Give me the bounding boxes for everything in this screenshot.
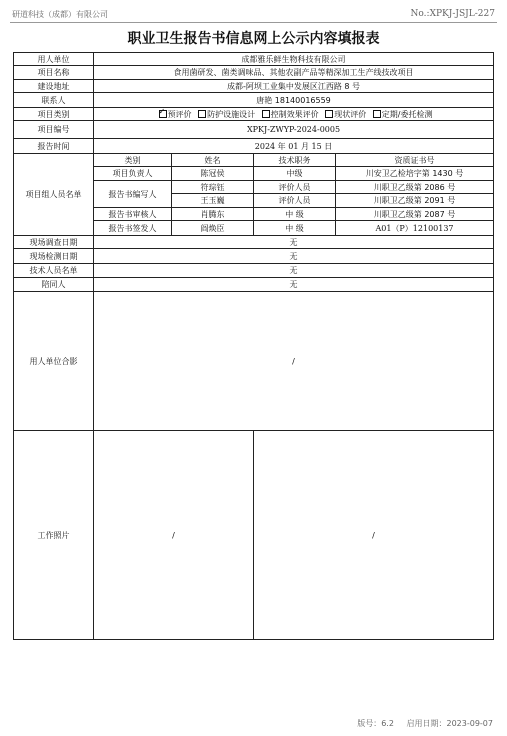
company-header: 研道科技（成都）有限公司	[12, 10, 108, 19]
member-title: 中 级	[254, 208, 336, 221]
checkbox-status-evaluation[interactable]	[325, 110, 333, 118]
category-option: 防护设施设计	[207, 109, 256, 119]
checkbox-pre-evaluation[interactable]	[159, 110, 167, 118]
project-name-row	[14, 66, 494, 80]
member-role: 报告书审核人	[94, 208, 172, 221]
report-time-label: 报告时间	[14, 139, 94, 154]
checkbox-protection-design[interactable]	[198, 110, 206, 118]
category-label: 项目类别	[14, 108, 94, 121]
address-label: 建设地址	[14, 80, 94, 93]
group-photo-row	[14, 292, 494, 431]
members-header-row	[14, 154, 494, 167]
header-divider	[10, 22, 497, 23]
employer-row	[14, 53, 494, 66]
project-name-value: 食用菌研发、菌类调味品、其他农副产品等精深加工生产线技改项目	[94, 66, 494, 80]
category-option: 定期/委托检测	[381, 109, 433, 119]
member-name: 陈冠侯	[172, 167, 254, 181]
member-title: 评价人员	[254, 181, 336, 194]
page-footer	[347, 718, 493, 729]
category-option: 控制效果评价	[270, 109, 319, 119]
employer-value: 成都雅乐鲜生物科技有限公司	[94, 53, 494, 66]
report-time-row	[14, 139, 494, 154]
project-name-label: 项目名称	[14, 66, 94, 80]
member-name: 阎焕臣	[172, 221, 254, 236]
category-options	[94, 108, 494, 121]
tech-staff-row	[14, 264, 494, 278]
work-photo-right: /	[254, 431, 494, 640]
checkbox-periodic-testing[interactable]	[373, 110, 381, 118]
survey-date-label: 现场调查日期	[14, 236, 94, 249]
report-time-value: 2024 年 01 月 15 日	[94, 139, 494, 154]
column-header: 姓名	[172, 154, 254, 167]
document-number: No.:XPKJ-JSJL-227	[410, 9, 495, 19]
escort-value: 无	[94, 278, 494, 292]
work-photo-row	[14, 431, 494, 640]
member-title: 中级	[254, 167, 336, 181]
disclosure-form	[13, 52, 494, 640]
escort-label: 陪同人	[14, 278, 94, 292]
contact-row	[14, 93, 494, 108]
group-photo-area: /	[94, 292, 494, 431]
survey-date-row	[14, 236, 494, 249]
member-role: 项目负责人	[94, 167, 172, 181]
project-no-label: 项目编号	[14, 121, 94, 139]
column-header: 类别	[94, 154, 172, 167]
category-row	[14, 108, 494, 121]
member-name: 肖腾东	[172, 208, 254, 221]
member-title: 中 级	[254, 221, 336, 236]
member-cert: 川职卫乙级第 2086 号	[336, 181, 494, 194]
member-name: 符琮钰	[172, 181, 254, 194]
address-value: 成都-阿坝工业集中发展区江西路 8 号	[94, 80, 494, 93]
member-role: 报告书编写人	[94, 181, 172, 208]
group-photo-label: 用人单位合影	[14, 292, 94, 431]
survey-date-value: 无	[94, 236, 494, 249]
member-cert: 川职卫乙级第 2091 号	[336, 194, 494, 208]
address-row	[14, 80, 494, 93]
member-cert: A01（P）12100137	[336, 221, 494, 236]
sampling-date-row	[14, 249, 494, 264]
category-option: 现状评价	[334, 109, 367, 119]
member-role: 报告书签发人	[94, 221, 172, 236]
checkbox-control-effect[interactable]	[262, 110, 270, 118]
employer-label: 用人单位	[14, 53, 94, 66]
escort-row	[14, 278, 494, 292]
category-option: 预评价	[167, 109, 192, 119]
column-header: 技术职务	[254, 154, 336, 167]
version-text: 版号：6.2	[357, 719, 394, 728]
project-no-value: XPKJ-ZWYP-2024-0005	[94, 121, 494, 139]
sampling-date-label: 现场检测日期	[14, 249, 94, 264]
work-photo-label: 工作照片	[14, 431, 94, 640]
work-photo-left: /	[94, 431, 254, 640]
tech-staff-label: 技术人员名单	[14, 264, 94, 278]
column-header: 资质证书号	[336, 154, 494, 167]
project-no-row	[14, 121, 494, 139]
tech-staff-value: 无	[94, 264, 494, 278]
member-cert: 川职卫乙级第 2087 号	[336, 208, 494, 221]
contact-label: 联系人	[14, 93, 94, 108]
member-cert: 川安卫乙检培字第 1430 号	[336, 167, 494, 181]
enable-date-text: 启用日期：2023-09-07	[406, 719, 493, 728]
member-name: 王玉巍	[172, 194, 254, 208]
contact-value: 唐艳 18140016559	[94, 93, 494, 108]
member-title: 评价人员	[254, 194, 336, 208]
page-title: 职业卫生报告书信息网上公示内容填报表	[127, 31, 380, 47]
sampling-date-value: 无	[94, 249, 494, 264]
members-label: 项目组人员名单	[14, 154, 94, 236]
